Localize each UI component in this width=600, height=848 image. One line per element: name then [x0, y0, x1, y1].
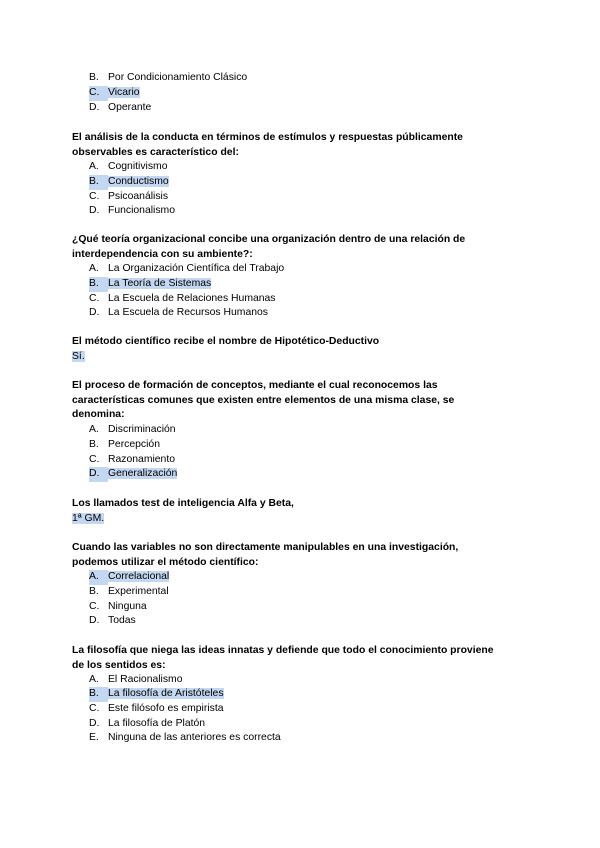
- option-q2-a: A. La Organización Científica del Trabajo: [89, 263, 285, 274]
- option-q4-d: D. Generalización: [89, 467, 177, 482]
- question-3: El método científico recibe el nombre de Hipotético-Deductivo: [72, 336, 380, 347]
- option-q0-d: D. Operante: [89, 102, 152, 113]
- highlighted-answer: Correlacional: [108, 571, 170, 582]
- highlighted-answer: Vicario: [108, 87, 140, 98]
- question-6: Cuando las variables no son directamente manipulables en una investigación, podemos utilizar el método científico:: [72, 542, 459, 568]
- option-q6-c: C. Ninguna: [89, 601, 147, 612]
- option-q2-d: D. La Escuela de Recursos Humanos: [89, 307, 268, 318]
- option-q7-b: B. La filosofía de Aristóteles: [89, 687, 224, 702]
- option-q0-c: C. Vicario: [89, 86, 140, 101]
- question-5: Los llamados test de inteligencia Alfa y Beta,: [72, 498, 294, 509]
- option-q7-a: A. El Racionalismo: [89, 674, 183, 685]
- option-q4-b: B. Percepción: [89, 439, 160, 450]
- question-1: El análisis de la conducta en términos de estímulos y respuestas públicamente observables es característico del:: [72, 132, 463, 158]
- answer-q5: [72, 512, 104, 527]
- option-q0-b: B. Por Condicionamiento Clásico: [89, 72, 248, 83]
- option-q7-c: C. Este filósofo es empirista: [89, 703, 224, 714]
- option-q1-b: B. Conductismo: [89, 175, 169, 190]
- option-q6-d: D. Todas: [89, 615, 136, 626]
- highlighted-answer: La Teoría de Sistemas: [108, 278, 212, 289]
- option-q6-b: B. Experimental: [89, 586, 169, 597]
- option-q1-a: A. Cognitivismo: [89, 161, 168, 172]
- option-q7-e: E. Ninguna de las anteriores es correcta: [89, 732, 281, 743]
- highlighted-answer: Conductismo: [108, 176, 169, 187]
- question-7: La filosofía que niega las ideas innatas y defiende que todo el conocimiento proviene de los sentidos es:: [72, 645, 494, 671]
- highlighted-answer: 1ª GM.: [72, 513, 105, 524]
- option-q2-c: C. La Escuela de Relaciones Humanas: [89, 293, 276, 304]
- question-4: El proceso de formación de conceptos, mediante el cual reconocemos las características comunes que existen entre elementos de una misma clase, se denomina:: [72, 380, 455, 421]
- option-q4-c: C. Razonamiento: [89, 454, 176, 465]
- answer-q3: [72, 350, 85, 365]
- option-q1-d: D. Funcionalismo: [89, 205, 175, 216]
- option-q1-c: C. Psicoanálisis: [89, 191, 169, 202]
- question-2: ¿Qué teoría organizacional concibe una organización dentro de una relación de interdependencia con su ambiente?:: [72, 234, 466, 260]
- option-q6-a: A. Correlacional: [89, 570, 169, 585]
- highlighted-answer: La filosofía de Aristóteles: [108, 688, 224, 699]
- highlighted-answer: Generalización: [108, 468, 178, 479]
- option-q4-a: A. Discriminación: [89, 424, 176, 435]
- option-q2-b: B. La Teoría de Sistemas: [89, 277, 211, 292]
- option-q7-d: D. La filosofía de Platón: [89, 718, 206, 729]
- highlighted-answer: Sí.: [72, 351, 85, 362]
